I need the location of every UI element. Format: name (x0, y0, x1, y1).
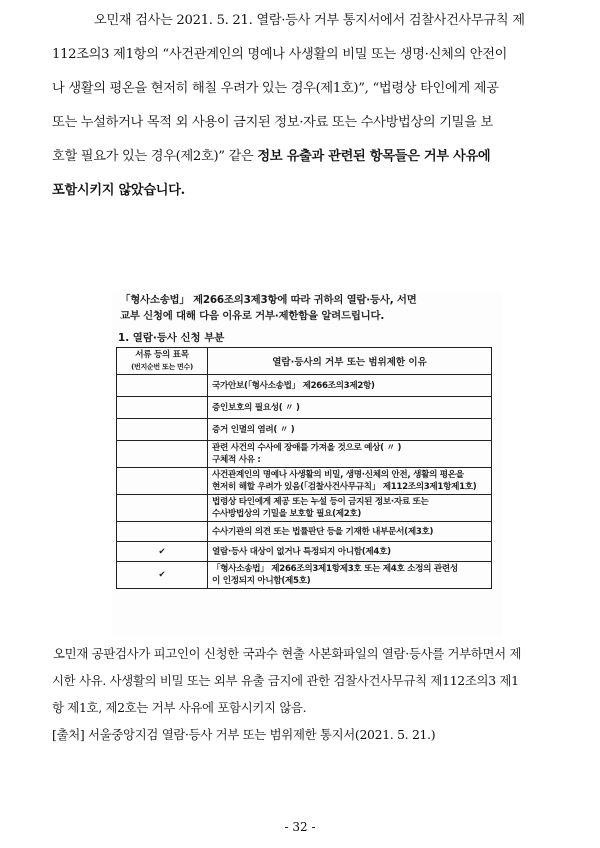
col1-header-sub: (번지순번 또는 면수) (131, 363, 193, 371)
body-line-4: 또는 누설하거나 목적 외 사용이 금지된 정보·자료 또는 수사방법상의 기밀을 보 (52, 115, 493, 130)
row-reason-line: 수사방법상의 기밀을 보호할 필요(제2호) (212, 509, 362, 519)
table-row (117, 522, 492, 542)
row-check (117, 441, 208, 468)
caption-line-2: 시한 사유. 사생활의 비밀 또는 외부 유출 금지에 관한 검찰사건사무규칙 제112조의3 제1 (52, 673, 519, 688)
row-check (117, 468, 208, 495)
row-reason-line: 현저히 해할 우려가 있음(「검찰사건사무규칙」 제112조의3제1항제1호) (212, 482, 477, 492)
body-line-2: 112조의3 제1항의 “사건관계인의 명예나 사생활의 비밀 또는 생명·신체의 안전이 (52, 47, 508, 62)
form-section-title: 1. 열람·등사 신청 부분 (118, 332, 225, 344)
row-reason: 수사기관의 의견 또는 법률판단 등을 기재한 내부문서(제3호) (208, 522, 492, 542)
table-row (117, 468, 492, 495)
body-bold-tail: 정보 유출과 관련된 항목들은 거부 사유에 (257, 149, 491, 164)
form-table (116, 347, 492, 589)
row-check (117, 397, 208, 419)
page-number: - 32 - (284, 820, 316, 834)
col2-header: 열람·등사의 거부 또는 범위제한 이유 (208, 348, 492, 375)
checkmark-icon: ✔ (117, 542, 208, 562)
row-reason-line: 「형사소송법」 제266조의3제1항제3호 또는 제4호 소정의 관련성 (212, 564, 458, 574)
caption-line-3: 항 제1호, 제2호는 거부 사유에 포함시키지 않음. (52, 700, 307, 715)
form-header-line-2: 교부 신청에 대해 다음 이유로 거부·제한함을 알려드립니다. (120, 310, 385, 322)
col1-header-label: 서류 등의 표목 (135, 350, 189, 360)
table-row (117, 375, 492, 397)
form-header-line-1: 「형사소송법」 제266조의3제3항에 따라 귀하의 열람·등사, 서면 (120, 294, 417, 306)
body-paragraph (52, 4, 556, 208)
form-table-header (117, 348, 492, 375)
table-row (117, 542, 492, 562)
row-reason: 증거 인멸의 염려( 〃 ) (208, 419, 492, 441)
row-reason-line: 관련 사건의 수사에 장애를 가져올 것으로 예상( 〃 ) (212, 443, 402, 453)
row-reason-line: 구체적 사유 : (212, 455, 261, 465)
body-last-line: 포함시키지 않았습니다. (52, 183, 185, 198)
row-reason: 증인보호의 필요성( 〃 ) (208, 397, 492, 419)
row-reason (208, 495, 492, 522)
body-line-3: 나 생활의 평온을 현저히 해칠 우려가 있는 경우(제1호)”, “법령상 타인에게 제공 (52, 81, 499, 96)
body-line-1: 오민재 검사는 2021. 5. 21. 열람·등사 거부 통지서에서 검찰사건사무규칙 제 (94, 13, 525, 28)
row-reason: 국가안보(「형사소송법」 제266조의3제2항) (208, 375, 492, 397)
row-reason: 열람·등사 대상이 없거나 특정되지 아니함(제4호) (208, 542, 492, 562)
row-reason-line: 법령상 타인에게 제공 또는 누설 등이 금지된 정보·자료 또는 (212, 497, 429, 507)
table-row (117, 419, 492, 441)
row-reason (208, 441, 492, 468)
table-row (117, 495, 492, 522)
row-reason (208, 562, 492, 589)
checkmark-icon: ✔ (117, 562, 208, 589)
row-check (117, 419, 208, 441)
row-reason-line: 사건관계인의 명예나 사생활의 비밀, 생명·신체의 안전, 생활의 평온을 (212, 470, 464, 480)
row-reason-line: 이 인정되지 아니함(제5호) (212, 576, 311, 586)
caption-source: [출처] 서울중앙지검 열람·등사 거부 또는 범위제한 통지서(2021. 5. 21.) (52, 727, 436, 742)
row-check (117, 522, 208, 542)
col1-header (117, 348, 208, 375)
body-line-5 (52, 140, 556, 174)
scanned-form-image (112, 292, 502, 637)
caption-paragraph (52, 640, 556, 748)
table-row (117, 441, 492, 468)
table-row (117, 562, 492, 589)
caption-line-1: 오민재 공판검사가 피고인이 신청한 국과수 현출 사본화파일의 열람·등사를 거부하면서 제 (53, 646, 522, 661)
row-check (117, 375, 208, 397)
row-check (117, 495, 208, 522)
body-line-5-text: 호할 필요가 있는 경우(제2호)” 같은 (52, 149, 254, 164)
table-row (117, 397, 492, 419)
row-reason (208, 468, 492, 495)
